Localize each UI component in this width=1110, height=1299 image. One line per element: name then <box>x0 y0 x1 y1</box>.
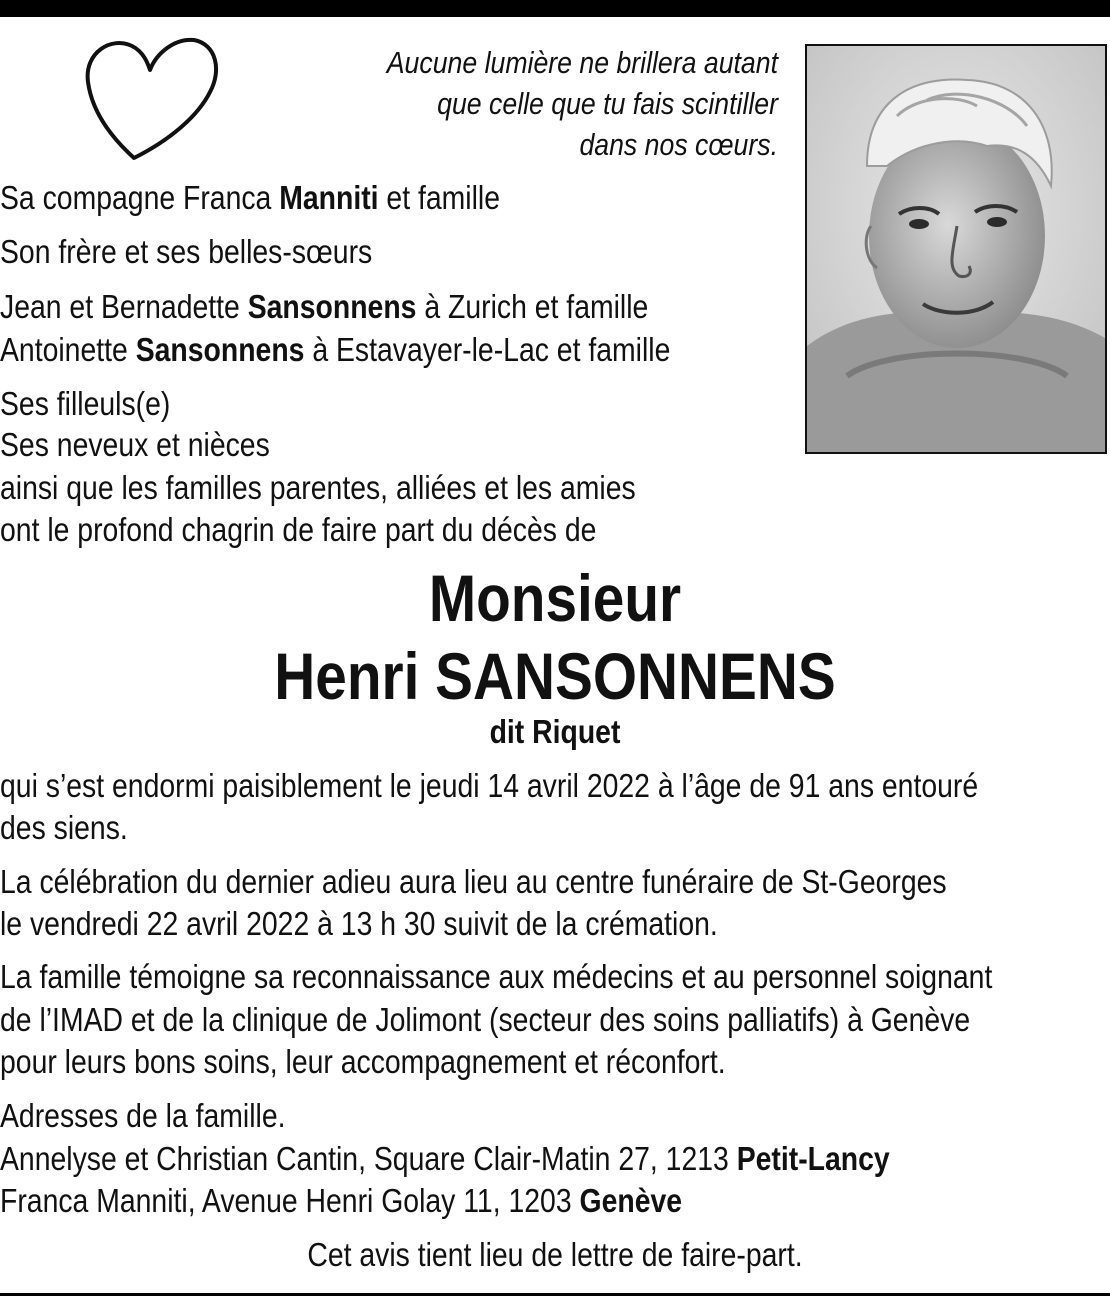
deceased-title: Monsieur <box>428 561 682 635</box>
address-1 <box>0 1139 890 1179</box>
antoinette-prefix: Antoinette <box>0 331 136 368</box>
address-2-text: Franca Manniti, Avenue Henri Golay 11, 1203 <box>0 1182 580 1219</box>
address-1-text: Annelyse et Christian Cantin, Square Clair-Matin 27, 1213 <box>0 1140 737 1177</box>
companion-suffix: et famille <box>378 179 500 216</box>
antoinette-name: Sansonnens <box>135 331 305 368</box>
jean-prefix: Jean et Bernadette <box>0 288 248 325</box>
thanks-line-2: de l’IMAD et de la clinique de Jolimont (secteur des soins palliatifs) à Genève <box>0 1001 971 1038</box>
family-godchildren: Ses filleuls(e) <box>0 385 171 422</box>
death-line-1: qui s’est endormi paisiblement le jeudi 14 avril 2022 à l’âge de 91 ans entouré <box>0 767 979 804</box>
companion-name: Manniti <box>279 179 379 216</box>
bottom-rule <box>0 1293 1110 1296</box>
quote-line-1: Aucune lumière ne brillera autant <box>386 45 778 80</box>
address-1-city: Petit-Lancy <box>736 1140 890 1177</box>
thanks-line-1: La famille témoigne sa reconnaissance aux médecins et au personnel soignant <box>0 958 993 995</box>
footer-note: Cet avis tient lieu de lettre de faire-part. <box>307 1236 803 1273</box>
family-relatives: ainsi que les familles parentes, alliées et les amies <box>0 469 636 506</box>
address-2 <box>0 1181 682 1221</box>
death-line-2: des siens. <box>0 809 128 846</box>
family-jean <box>0 287 648 327</box>
quote-line-2: que celle que tu fais scintiller <box>437 86 778 121</box>
deceased-nickname: dit Riquet <box>489 713 621 750</box>
companion-prefix: Sa compagne Franca <box>0 179 280 216</box>
jean-name: Sansonnens <box>247 288 417 325</box>
thanks-line-3: pour leurs bons soins, leur accompagnement et réconfort. <box>0 1043 726 1080</box>
ceremony-line-2: le vendredi 22 avril 2022 à 13 h 30 suivit de la crémation. <box>0 905 718 942</box>
antoinette-suffix: à Estavayer-le-Lac et famille <box>304 331 671 368</box>
deceased-name: Henri SANSONNENS <box>274 639 836 713</box>
ceremony-line-1: La célébration du dernier adieu aura lieu au centre funéraire de St-Georges <box>0 863 947 900</box>
heart-icon <box>82 30 224 168</box>
family-companion <box>0 178 500 218</box>
family-brother: Son frère et ses belles-sœurs <box>0 233 373 270</box>
family-antoinette <box>0 330 670 370</box>
address-2-city: Genève <box>579 1182 683 1219</box>
portrait-illustration <box>807 46 1105 452</box>
top-rule <box>0 0 1110 17</box>
family-announce: ont le profond chagrin de faire part du décès de <box>0 511 597 548</box>
quote-line-3: dans nos cœurs. <box>579 127 778 162</box>
portrait-photo <box>805 44 1107 454</box>
family-nephews: Ses neveux et nièces <box>0 426 270 463</box>
addresses-heading: Adresses de la famille. <box>0 1097 286 1134</box>
quote <box>315 42 778 165</box>
jean-suffix: à Zurich et famille <box>416 288 649 325</box>
